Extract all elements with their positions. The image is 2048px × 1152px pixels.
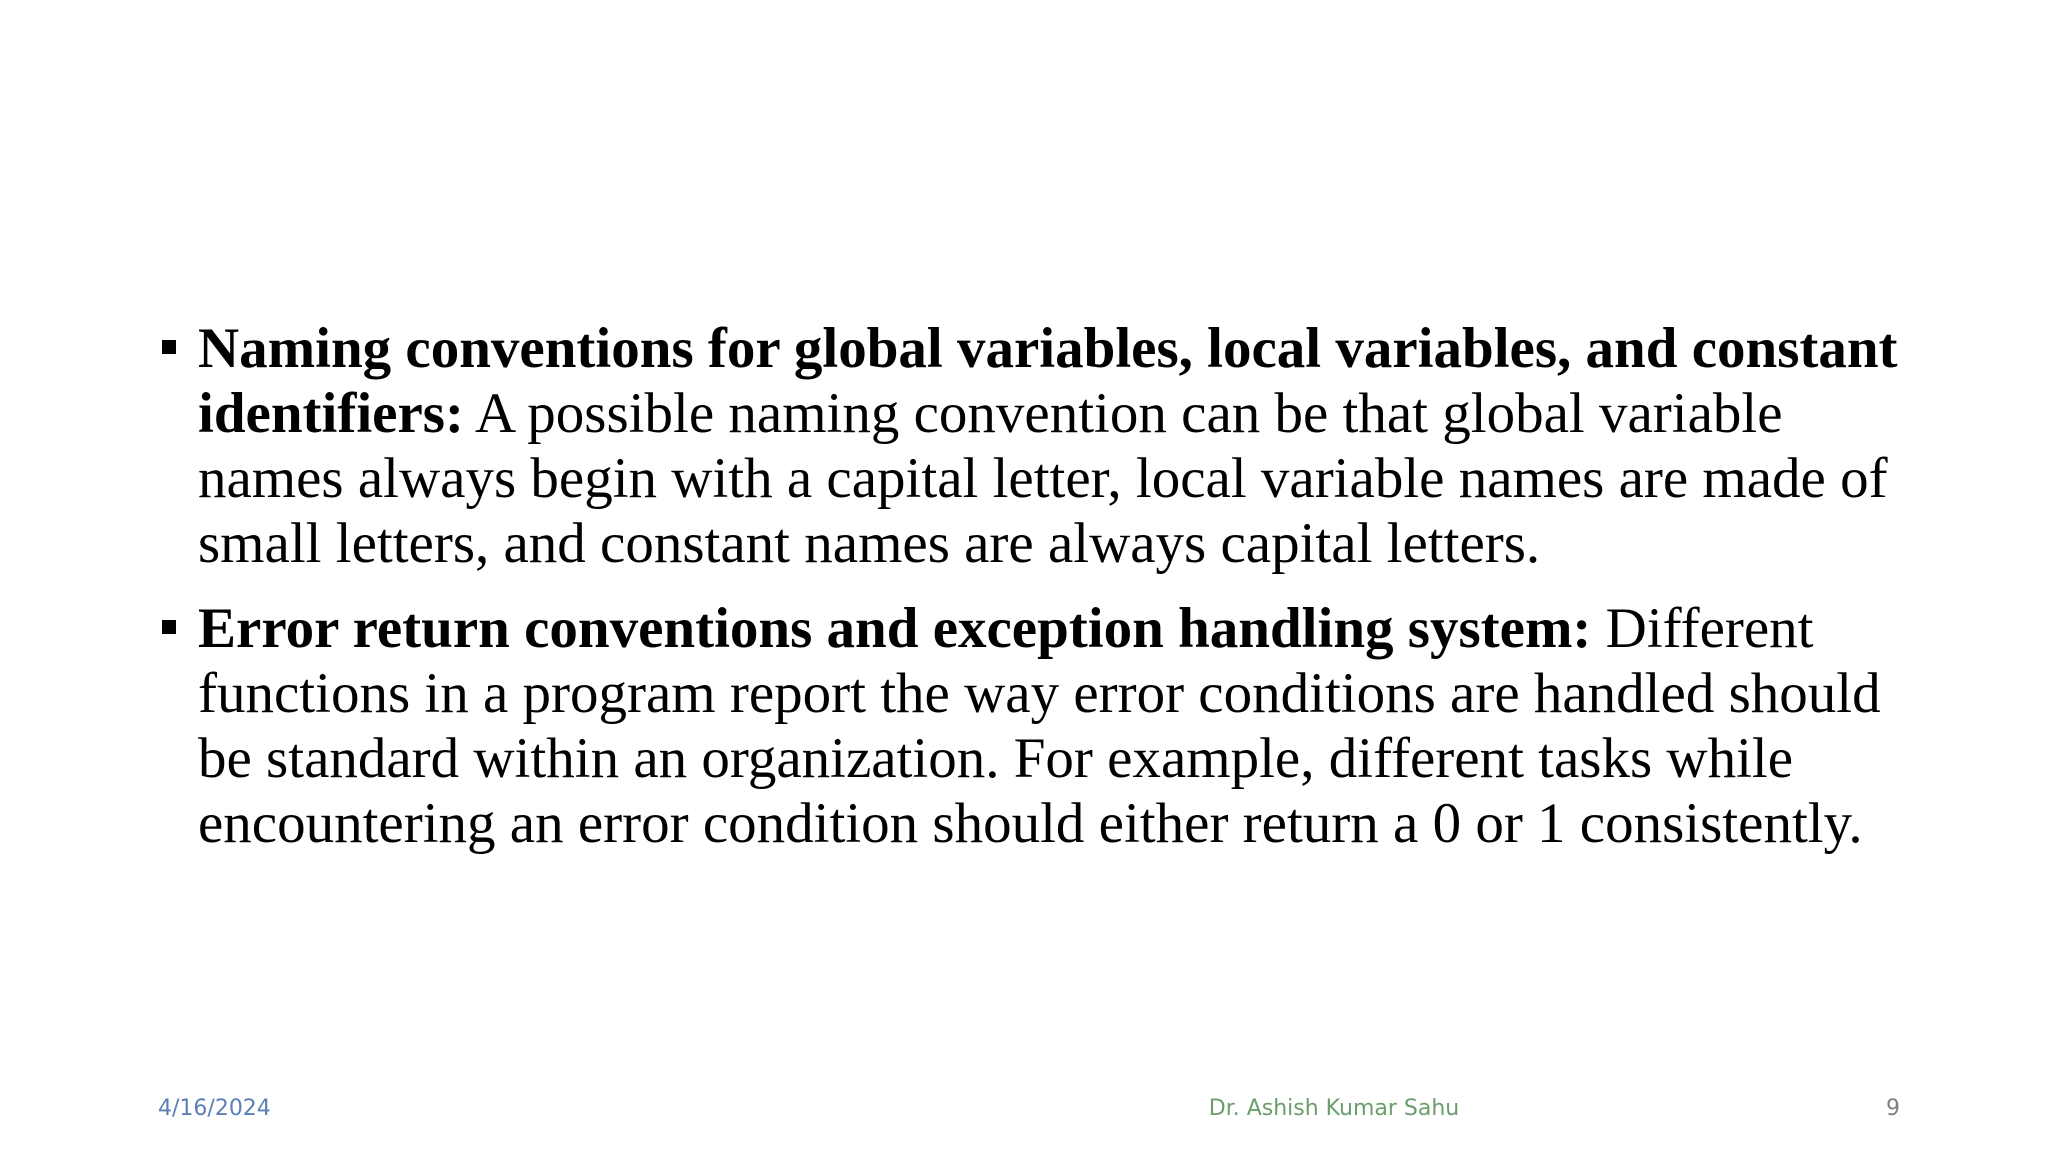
- square-bullet-icon: [162, 340, 176, 354]
- bullet-item-naming-conventions: [158, 316, 1918, 576]
- bullet-term: Error return conventions and exception handling system:: [198, 597, 1592, 660]
- bullet-text: A possible naming convention can be that global variable names always begin with a capital letter, local variable names are made of small letters, and constant names are always capital letters.: [198, 382, 1888, 575]
- bullet-list: [158, 316, 1918, 876]
- bullet-item-error-conventions: [158, 596, 1918, 856]
- footer-author-text: Dr. Ashish Kumar Sahu: [1208, 1096, 1460, 1121]
- footer-date: 4/16/2024: [158, 1096, 271, 1121]
- footer-author: [0, 1095, 2048, 1123]
- footer-page-number: 9: [1886, 1096, 1900, 1121]
- bullet-text: Different functions in a program report the way error conditions are handled should be standard within an organization. For example, different tasks while encountering an error condition should either return a 0 or 1 consistently.: [198, 597, 1881, 855]
- square-bullet-icon: [162, 620, 176, 634]
- bullet-term: Naming conventions for global variables, local variables, and constant identifiers:: [198, 317, 1898, 445]
